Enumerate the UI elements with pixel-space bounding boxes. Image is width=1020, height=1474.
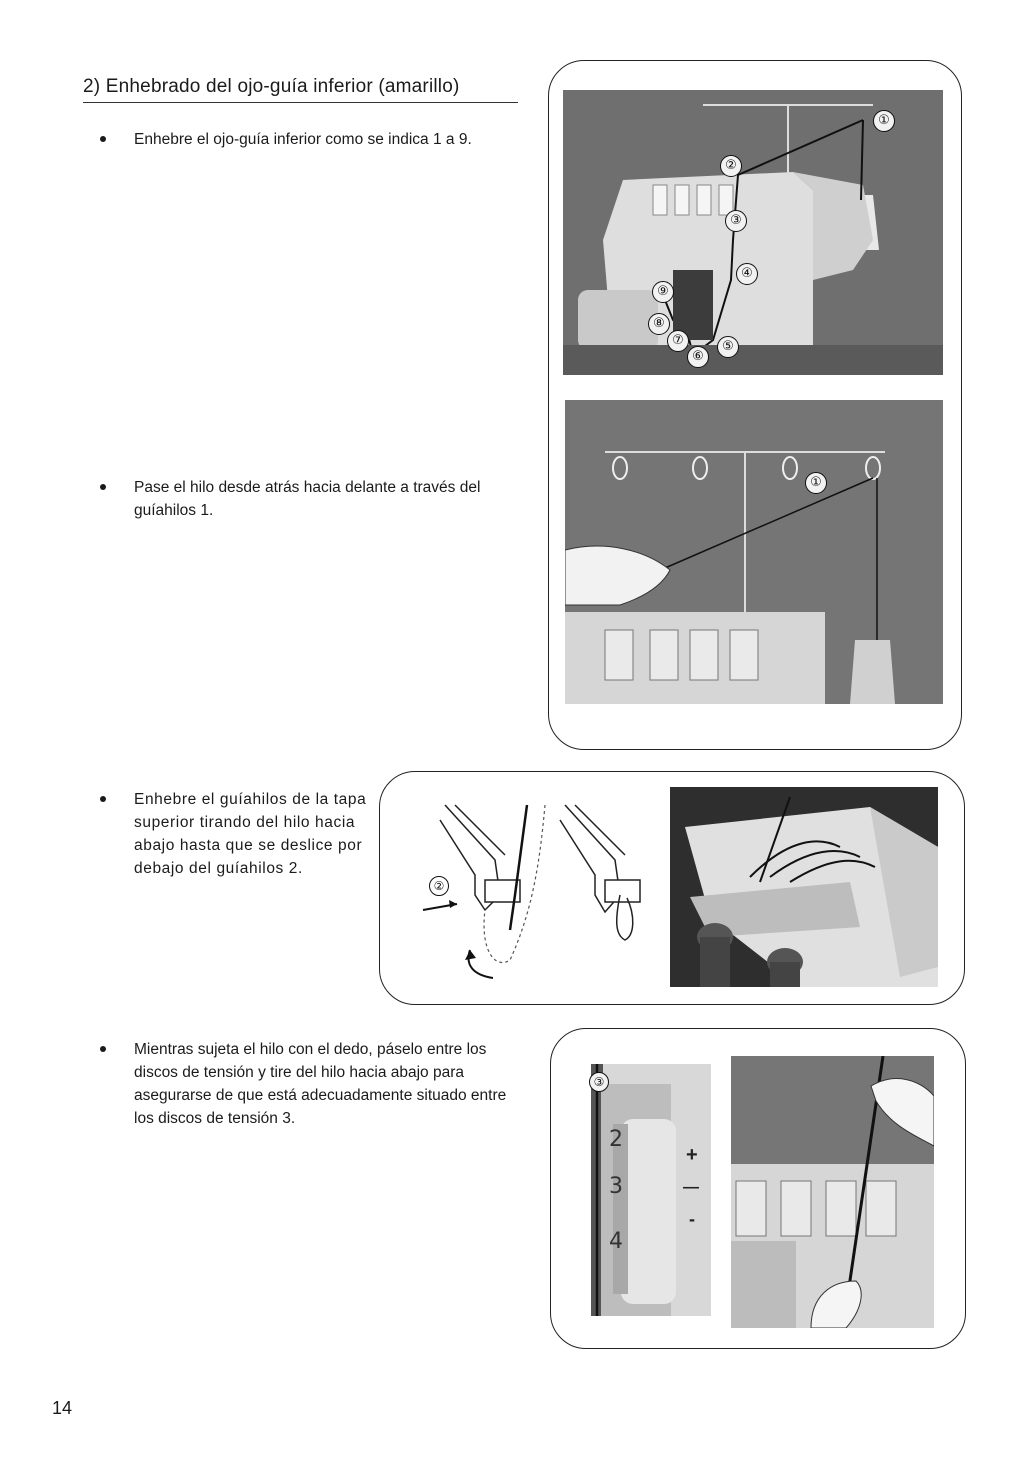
callout-8: ⑧ bbox=[648, 313, 670, 335]
callout-2: ② bbox=[720, 155, 742, 177]
thread-guide-illustration bbox=[565, 400, 943, 704]
step-1 bbox=[100, 128, 530, 151]
dial-number-4: 4 bbox=[609, 1229, 623, 1254]
section-title: 2) Enhebrado del ojo-guía inferior (amarillo) bbox=[83, 76, 518, 103]
thread-guide-photo bbox=[565, 400, 943, 704]
dial-number-2: 2 bbox=[609, 1127, 623, 1152]
bullet-icon bbox=[100, 484, 106, 490]
step-4-text: Mientras sujeta el hilo con el dedo, páselo entre los discos de tensión y tire del hilo hacia abajo para asegurarse de que está adecuadamente situado entre los discos de tensión 3. bbox=[134, 1041, 507, 1127]
callout-4: ④ bbox=[736, 263, 758, 285]
page-number: 14 bbox=[52, 1398, 73, 1418]
bullet-icon bbox=[100, 136, 106, 142]
step-4 bbox=[100, 1038, 525, 1130]
callout-3: ③ bbox=[589, 1072, 609, 1092]
top-cover-photo bbox=[670, 787, 938, 987]
callout-6: ⑥ bbox=[687, 346, 709, 368]
top-cover-illustration bbox=[670, 787, 938, 987]
tension-dial-photo bbox=[591, 1064, 711, 1316]
callout-1: ① bbox=[805, 472, 827, 494]
guide-hook-illustration bbox=[415, 800, 655, 990]
tension-discs-photo bbox=[731, 1056, 934, 1328]
dial-number-3: 3 bbox=[609, 1174, 623, 1199]
callout-7: ⑦ bbox=[667, 330, 689, 352]
step-2 bbox=[100, 476, 530, 522]
callout-5: ⑤ bbox=[717, 336, 739, 358]
step-3-text: Enhebre el guíahilos de la tapa superior tirando del hilo hacia abajo hasta que se deslice por debajo del guíahilos 2. bbox=[134, 791, 367, 877]
bullet-icon bbox=[100, 1046, 106, 1052]
callout-1: ① bbox=[873, 110, 895, 132]
minus-sign-long: — bbox=[683, 1179, 699, 1196]
step-3 bbox=[100, 788, 368, 880]
overlocker-threading-photo bbox=[563, 90, 943, 375]
top-cover-guide-diagram bbox=[415, 800, 655, 990]
bullet-icon bbox=[100, 796, 106, 802]
callout-2: ② bbox=[429, 876, 449, 896]
tension-discs-illustration bbox=[731, 1056, 934, 1328]
callout-9: ⑨ bbox=[652, 281, 674, 303]
step-2-text: Pase el hilo desde atrás hacia delante a través del guíahilos 1. bbox=[134, 479, 481, 519]
step-1-text: Enhebre el ojo-guía inferior como se indica 1 a 9. bbox=[134, 131, 472, 148]
overlocker-illustration bbox=[563, 90, 943, 375]
plus-sign: + bbox=[686, 1144, 698, 1166]
minus-sign: - bbox=[689, 1209, 695, 1229]
callout-3: ③ bbox=[725, 210, 747, 232]
